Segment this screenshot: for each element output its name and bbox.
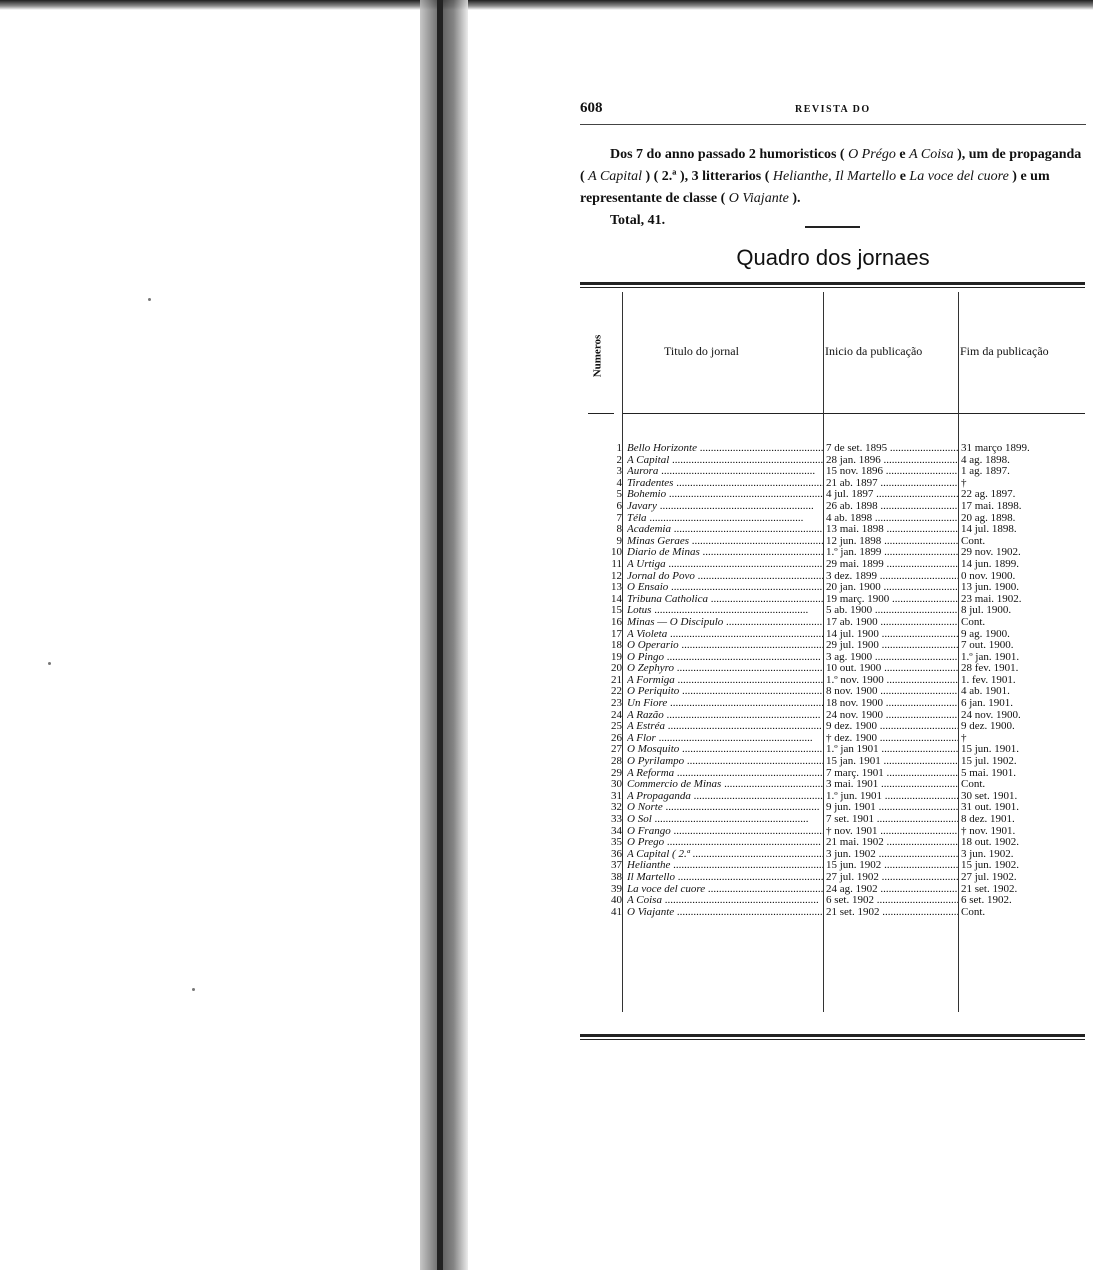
row-number: 5	[616, 488, 622, 501]
row-title: O Frango .....	[627, 826, 823, 838]
row-start-date: 1.º nov. 1900 .....	[826, 675, 958, 687]
row-end-date: 17 mai. 1898.	[961, 500, 1022, 512]
row-title: O Periquito .....	[627, 686, 823, 698]
row-end-date: 28 fev. 1901.	[961, 663, 1019, 675]
table-row	[580, 501, 1085, 513]
row-end-date: 15 jun. 1902.	[961, 860, 1020, 872]
row-number: 3	[616, 465, 622, 478]
row-end-date: 4 ag. 1898.	[961, 454, 1010, 466]
row-start-date: 26 ab. 1898 .....	[826, 501, 958, 513]
table-row	[580, 733, 1085, 745]
row-end-date: 27 jul. 1902.	[961, 871, 1017, 883]
scan-speck	[148, 298, 151, 301]
row-number: 27	[611, 743, 622, 756]
row-title: Un Fiore .....	[627, 698, 823, 710]
row-start-date: 19 març. 1900 .....	[826, 594, 958, 606]
table-row	[580, 686, 1085, 698]
row-start-date: 3 jun. 1902 .....	[826, 849, 958, 861]
row-start-date: 9 jun. 1901 .....	[826, 802, 958, 814]
scan-speck	[48, 662, 51, 665]
row-title: Diario de Minas .....	[627, 547, 823, 559]
row-title: Javary .....	[627, 501, 823, 513]
table-row	[580, 721, 1085, 733]
row-title: A Estréa .....	[627, 721, 823, 733]
row-end-date: †	[961, 732, 967, 744]
section-divider	[805, 226, 860, 228]
row-start-date: 4 jul. 1897 .....	[826, 489, 958, 501]
table-row	[580, 744, 1085, 756]
row-title: O Prego .....	[627, 837, 823, 849]
table-top-rule	[580, 282, 1085, 285]
row-end-date: 31 out. 1901.	[961, 802, 1020, 814]
row-end-date: 1.º jan. 1901.	[961, 651, 1020, 663]
row-end-date: 18 out. 1902.	[961, 837, 1020, 849]
row-start-date: 21 mai. 1902 .....	[826, 837, 958, 849]
row-title: Tribuna Catholica .....	[627, 594, 823, 606]
row-end-date: 1. fev. 1901.	[961, 674, 1016, 686]
row-title: Lotus .....	[627, 605, 823, 617]
row-start-date: 15 jun. 1902 .....	[826, 860, 958, 872]
row-start-date: 27 jul. 1902 .....	[826, 872, 958, 884]
row-number: 22	[611, 685, 622, 698]
row-start-date: 21 ab. 1897 .....	[826, 478, 958, 490]
row-end-date: 8 jul. 1900.	[961, 605, 1012, 617]
row-number: 17	[611, 627, 622, 640]
row-title: Bohemio .....	[627, 489, 823, 501]
row-end-date: 9 ag. 1900.	[961, 628, 1010, 640]
row-end-date: 5 mai. 1901.	[961, 767, 1016, 779]
table-bottom-rule	[580, 1034, 1085, 1037]
row-number: 30	[611, 778, 622, 791]
row-title: O Viajante .....	[627, 907, 823, 919]
row-number: 41	[611, 905, 622, 918]
table-row	[580, 443, 1085, 455]
row-start-date: † dez. 1900 .....	[826, 733, 958, 745]
table-top-rule-thin	[580, 287, 1085, 288]
row-number: 15	[611, 604, 622, 617]
row-end-date: † nov. 1901.	[961, 825, 1016, 837]
table-row	[580, 559, 1085, 571]
page-number: 608	[580, 100, 603, 116]
row-title: A Razão .....	[627, 710, 823, 722]
row-end-date: 21 set. 1902.	[961, 883, 1018, 895]
row-end-date: †	[961, 477, 967, 489]
row-start-date: 4 ab. 1898 .....	[826, 513, 958, 525]
row-title: Minas Geraes .....	[627, 536, 823, 548]
row-title: Commercio de Minas .....	[627, 779, 823, 791]
row-end-date: 8 dez. 1901.	[961, 814, 1015, 825]
row-start-date: 12 jun. 1898 .....	[826, 536, 958, 548]
scan-speck	[192, 988, 195, 991]
row-end-date: Cont.	[961, 906, 986, 918]
table-row	[580, 860, 1085, 872]
row-start-date: 20 jan. 1900 .....	[826, 582, 958, 594]
row-start-date: 24 ag. 1902 .....	[826, 884, 958, 896]
row-start-date: † nov. 1901 .....	[826, 826, 958, 838]
table-row	[580, 826, 1085, 838]
row-start-date: 1.º jun. 1901 .....	[826, 791, 958, 803]
table-row	[580, 489, 1085, 501]
row-end-date: 22 ag. 1897.	[961, 489, 1016, 501]
row-number: 23	[611, 697, 622, 710]
row-start-date: 13 mai. 1898 .....	[826, 524, 958, 536]
row-end-date: 13 jun. 1900.	[961, 582, 1020, 594]
table-row	[580, 571, 1085, 583]
row-end-date: 14 jul. 1898.	[961, 524, 1017, 536]
row-number: 16	[611, 615, 622, 628]
table-title: Quadro dos jornaes	[736, 245, 930, 270]
header-rule	[580, 124, 1086, 125]
row-start-date: 29 mai. 1899 .....	[826, 559, 958, 571]
row-end-date: 7 out. 1900.	[961, 640, 1014, 652]
row-title: A Urtiga .....	[627, 559, 823, 571]
row-end-date: 6 set. 1902.	[961, 895, 1012, 907]
row-title: A Reforma .....	[627, 768, 823, 780]
row-end-date: 4 ab. 1901.	[961, 686, 1010, 698]
row-end-date: 9 dez. 1900.	[961, 721, 1015, 733]
row-title: La voce del cuore .....	[627, 884, 823, 896]
row-title: O Pingo .....	[627, 652, 823, 664]
row-number: 2	[616, 453, 622, 466]
row-title: Téla .....	[627, 513, 823, 525]
table-row	[580, 582, 1085, 594]
table-row	[580, 872, 1085, 884]
table-row	[580, 710, 1085, 722]
row-start-date: 15 nov. 1896 .....	[826, 466, 958, 478]
row-start-date: 3 ag. 1900 .....	[826, 652, 958, 664]
row-number: 36	[611, 847, 622, 860]
row-end-date: 30 set. 1901.	[961, 790, 1018, 802]
row-title: A Capital ( 2.ª .....	[627, 849, 823, 861]
row-start-date: 21 set. 1902 .....	[826, 907, 958, 919]
row-start-date: 15 jan. 1901 .....	[826, 756, 958, 768]
row-number: 35	[611, 836, 622, 849]
table-row	[580, 629, 1085, 641]
row-start-date: 10 out. 1900 .....	[826, 663, 958, 675]
row-start-date: 1.º jan. 1899 .....	[826, 547, 958, 559]
intro-paragraph	[580, 144, 1086, 232]
row-title: A Coisa .....	[627, 895, 823, 907]
table-row	[580, 594, 1085, 606]
row-start-date: 1.º jan 1901 .....	[826, 744, 958, 756]
table-row	[580, 802, 1085, 814]
row-title: A Violeta .....	[627, 629, 823, 641]
row-number: 40	[611, 894, 622, 907]
row-title: Helianthe .....	[627, 860, 823, 872]
row-number: 20	[611, 662, 622, 675]
header-titulo: Titulo do jornal	[664, 344, 739, 358]
row-start-date: 3 dez. 1899 .....	[826, 571, 958, 583]
row-title: O Zephyro .....	[627, 663, 823, 675]
row-end-date: 14 jun. 1899.	[961, 558, 1020, 570]
row-start-date: 29 jul. 1900 .....	[826, 640, 958, 652]
table-row	[580, 907, 1085, 919]
row-title: Aurora .....	[627, 466, 823, 478]
row-end-date: 3 jun. 1902.	[961, 848, 1014, 860]
row-number: 1	[616, 442, 622, 454]
row-title: O Pyrilampo .....	[627, 756, 823, 768]
table-bottom-rule-thin	[580, 1039, 1085, 1040]
table-row	[580, 895, 1085, 907]
row-end-date: Cont.	[961, 779, 986, 791]
journals-table	[580, 282, 1085, 1042]
row-start-date: 7 de set. 1895 .....	[826, 443, 958, 455]
row-start-date: 7 març. 1901 .....	[826, 768, 958, 780]
row-title: A Flor .....	[627, 733, 823, 745]
table-row	[580, 779, 1085, 791]
table-row	[580, 652, 1085, 664]
row-end-date: 0 nov. 1900.	[961, 570, 1016, 582]
row-number: 21	[611, 673, 622, 686]
intro-text: Dos 7 do anno passado 2 humoristicos ( O Prégo e A Coisa ), um de propaganda ( A Capital ) ( 2.ª ), 3 litterarios ( Helianthe, Il Martello e La voce del cuore ) e um representante de classe ( O Viajante ).	[580, 147, 1082, 206]
row-title: Bello Horizonte .....	[627, 443, 823, 455]
row-title: O Operario .....	[627, 640, 823, 652]
row-title: O Ensaio .....	[627, 582, 823, 594]
row-number: 13	[611, 581, 622, 594]
table-row	[580, 814, 1085, 826]
table-row	[580, 675, 1085, 687]
row-number: 12	[611, 569, 622, 582]
row-number: 38	[611, 870, 622, 883]
header-bottom-rule	[622, 413, 1085, 414]
row-number: 37	[611, 859, 622, 872]
row-number: 39	[611, 882, 622, 895]
row-number: 28	[611, 755, 622, 768]
row-end-date: 6 jan. 1901.	[961, 698, 1013, 710]
table-row	[580, 849, 1085, 861]
row-title: A Formiga .....	[627, 675, 823, 687]
table-row	[580, 791, 1085, 803]
table-row	[580, 513, 1085, 525]
row-number: 7	[616, 511, 622, 524]
table-row	[580, 536, 1085, 548]
row-end-date: 23 mai. 1902.	[961, 593, 1022, 605]
row-end-date: 29 nov. 1902.	[961, 547, 1021, 559]
book-gutter-line	[437, 0, 443, 1270]
row-number: 4	[616, 476, 622, 489]
scan-top-edge	[0, 0, 1093, 10]
table-row	[580, 466, 1085, 478]
intro-total: Total, 41.	[610, 213, 666, 228]
row-start-date: 14 jul. 1900 .....	[826, 629, 958, 641]
row-start-date: 17 ab. 1900 .....	[826, 617, 958, 629]
row-title: Tiradentes .....	[627, 478, 823, 490]
table-row	[580, 455, 1085, 467]
row-title: Il Martello .....	[627, 872, 823, 884]
row-start-date: 8 nov. 1900 .....	[826, 686, 958, 698]
row-number: 19	[611, 650, 622, 663]
row-number: 6	[616, 499, 622, 512]
row-end-date: 15 jun. 1901.	[961, 744, 1020, 756]
row-number: 18	[611, 639, 622, 652]
row-start-date: 18 nov. 1900 .....	[826, 698, 958, 710]
table-row	[580, 617, 1085, 629]
book-gutter-shadow	[420, 0, 468, 1270]
header-numeros: Numeros	[591, 334, 604, 378]
row-end-date: Cont.	[961, 535, 986, 547]
row-number: 26	[611, 731, 622, 744]
table-row	[580, 640, 1085, 652]
table-row	[580, 884, 1085, 896]
row-end-date: 15 jul. 1902.	[961, 756, 1017, 768]
row-end-date: Cont.	[961, 616, 986, 628]
row-start-date: 28 jan. 1896 .....	[826, 455, 958, 467]
row-number: 33	[611, 813, 622, 825]
row-title: O Sol .....	[627, 814, 823, 826]
table-row	[580, 837, 1085, 849]
table-row	[580, 663, 1085, 675]
row-number: 24	[611, 708, 622, 721]
header-fim: Fim da publicação	[960, 344, 1049, 358]
header-bottom-rule-short	[588, 413, 614, 414]
row-number: 10	[611, 546, 622, 559]
row-title: Minas — O Discipulo .....	[627, 617, 823, 629]
row-start-date: 5 ab. 1900 .....	[826, 605, 958, 617]
row-title: A Capital .....	[627, 455, 823, 467]
row-number: 25	[611, 720, 622, 733]
table-row	[580, 698, 1085, 710]
row-start-date: 24 nov. 1900 .....	[826, 710, 958, 722]
row-end-date: 20 ag. 1898.	[961, 512, 1016, 524]
row-end-date: 31 março 1899.	[961, 443, 1030, 454]
row-title: O Norte .....	[627, 802, 823, 814]
row-title: A Propaganda .....	[627, 791, 823, 803]
row-title: O Mosquito .....	[627, 744, 823, 756]
row-start-date: 7 set. 1901 .....	[826, 814, 958, 826]
table-row	[580, 756, 1085, 768]
row-number: 32	[611, 801, 622, 814]
row-number: 11	[611, 557, 622, 570]
running-head: REVISTA DO	[795, 104, 871, 115]
table-row	[580, 768, 1085, 780]
row-number: 8	[616, 523, 622, 536]
row-number: 29	[611, 766, 622, 779]
table-row	[580, 547, 1085, 559]
table-body	[580, 443, 1085, 918]
row-number: 31	[611, 789, 622, 802]
row-title: Jornal do Povo .....	[627, 571, 823, 583]
table-row	[580, 605, 1085, 617]
header-inicio: Inicio da publicação	[825, 344, 923, 358]
row-start-date: 3 mai. 1901 .....	[826, 779, 958, 791]
row-number: 9	[616, 534, 622, 547]
row-title: Academia .....	[627, 524, 823, 536]
row-end-date: 24 nov. 1900.	[961, 709, 1021, 721]
table-row	[580, 478, 1085, 490]
row-end-date: 1 ag. 1897.	[961, 466, 1010, 478]
row-start-date: 6 set. 1902 .....	[826, 895, 958, 907]
row-number: 14	[611, 592, 622, 605]
row-start-date: 9 dez. 1900 .....	[826, 721, 958, 733]
table-row	[580, 524, 1085, 536]
row-number: 34	[611, 824, 622, 837]
